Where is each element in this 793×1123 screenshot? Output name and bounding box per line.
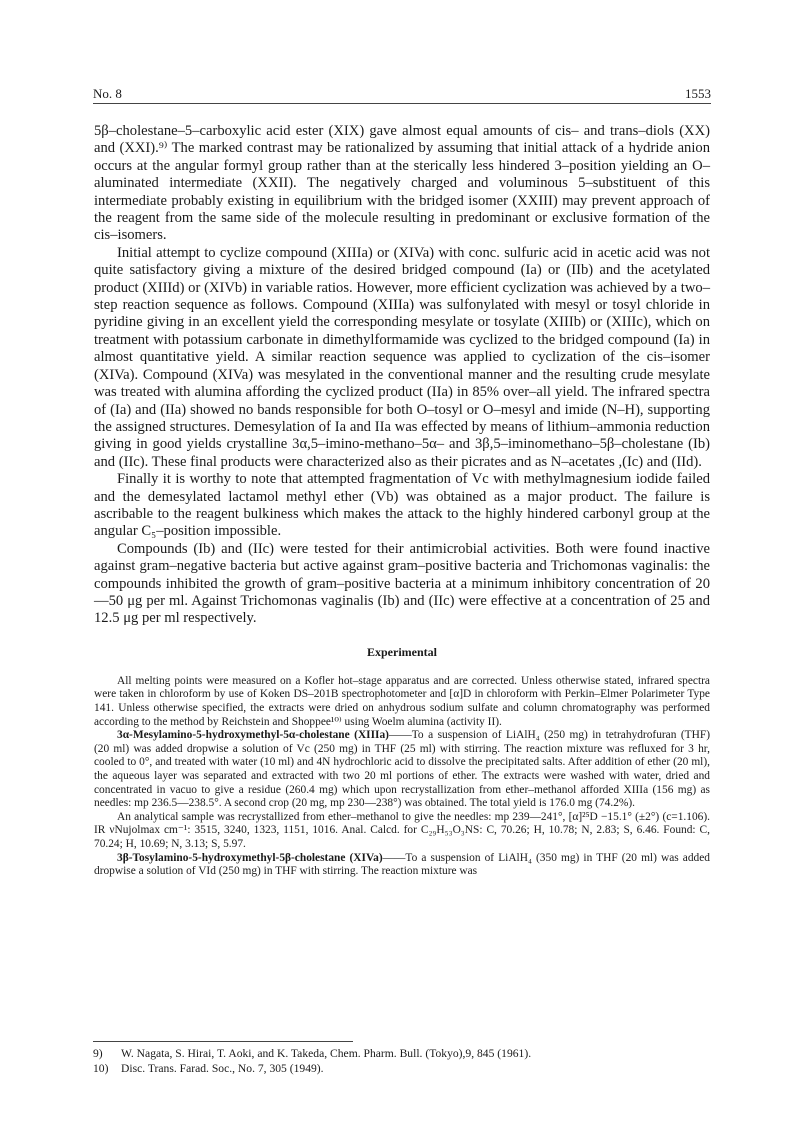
experimental-entry-2: [94, 852, 710, 879]
experimental-entry-1: [94, 729, 710, 811]
entry-2-text: ——To a suspension of LiAlH₄ (350 mg) in THF (20 ml) was added dropwise a solution of VId (250 mg) in THF with stirring. The reaction mixture was: [94, 851, 710, 878]
footnotes: [93, 1046, 711, 1076]
article-body: [94, 123, 710, 879]
experimental-heading: Experimental: [367, 644, 437, 659]
entry-1-text: ——To a suspension of LiAlH₄ (250 mg) in tetrahydrofuran (THF) (20 ml) was added dropwise a solution of Vc (250 mg) in THF (25 ml) with stirring. The reaction mixture was refluxed for 3 hr, cooled to 0°, and treated with water (10 ml) and 4N hydrochloric acid to dissolve the precipitated salts. After addition of ether (20 ml), the aqueous layer was separated and extracted with two 20 ml portions of ether. The extracts were washed with water, dried and concentrated in vacuo to give a residue (260.4 mg) which upon recrystallization from ether–methanol afforded XIIIa (156 mg) as needles: mp 236.5—238.5°. A second crop (20 mg, mp 230—238°) was obtained. The total yield is 176.0 mg (74.2%).: [94, 729, 710, 810]
footnote-9-text: W. Nagata, S. Hirai, T. Aoki, and K. Takeda, Chem. Pharm. Bull. (Tokyo),9, 845 (1961).: [121, 1047, 532, 1060]
entry-2-title: 3β-Tosylamino-5-hydroxymethyl-5β-cholestane (XIVa): [117, 851, 383, 864]
paragraph-4: Compounds (Ib) and (IIc) were tested for their antimicrobial activities. Both were found inactive against gram–negative bacteria but active against gram–positive bacteria and Trichomonas vaginalis: the compounds inhibited the growth of gram–positive bacteria at a minimum inhibitory concentration of 20—50 μg per ml. Against Trichomonas vaginalis (Ib) and (IIc) were effective at a concentration of 25 and 12.5 μg per ml respectively.: [94, 540, 710, 627]
analytical-sample: An analytical sample was recrystallized from ether–methanol to give the needles: mp 239—241°, [α]²⁵D −15.1° (±2°) (c=1.106). IR νNujolmax cm⁻¹: 3515, 3240, 1323, 1151, 1016. Anal. Calcd. for C₂₉H₅₃O₃NS: C, 70.26; H, 10.78; N, 2.83; S, 6.46. Found: C, 70.24; H, 10.69; N, 3.13; S, 5.97.: [94, 810, 710, 850]
paragraph-1: 5β–cholestane–5–carboxylic acid ester (XIX) gave almost equal amounts of cis– and trans–diols (XX) and (XXI).⁹⁾ The marked contrast may be rationalized by assuming that initial attack of a hydride anion occurs at the angular formyl group rather than at the sterically less hindered 3–position yielding an O–aluminated intermediate (XXII). The negatively charged and voluminous 5–substituent of this intermediate probably existing in equilibrium with the bridged isomer (XXIII) may prevent approach of the reagent from the same side of the molecule resulting in predominant or exclusive formation of the cis–isomers.: [94, 123, 710, 244]
experimental-intro: All melting points were measured on a Kofler hot–stage apparatus and are corrected. Unless otherwise stated, infrared spectra were taken in chloroform by use of Koken DS–201B spectrophotometer and [α]D in chloroform with Perkin–Elmer Polarimeter Type 141. Unless otherwise specified, the extracts were dried on anhydrous sodium sulfate and column chromatography was performed according to the method by Reichstein and Shoppee¹⁰⁾ using Woelm alumina (activity II).: [94, 674, 710, 728]
footnote-rule: [93, 1041, 353, 1042]
entry-1-title: 3α-Mesylamino-5-hydroxymethyl-5α-cholestane (XIIIa): [117, 729, 389, 742]
page-number: 1553: [685, 86, 711, 101]
footnote-10-number: 10): [93, 1062, 109, 1075]
issue-number: No. 8: [93, 86, 122, 101]
page-header: [93, 86, 711, 104]
footnote-10-text: Disc. Trans. Farad. Soc., No. 7, 305 (1949).: [121, 1062, 324, 1075]
footnote-9-number: 9): [93, 1047, 103, 1060]
paragraph-3: Finally it is worthy to note that attempted fragmentation of Vc with methylmagnesium iodide failed and the demesylated lactamol methyl ether (Vb) was obtained as a major product. The failure is ascribable to the reagent bulkiness which makes the attack to the highly hindered carbonyl group at the angular C₅–position impossible.: [94, 471, 710, 540]
paragraph-2: Initial attempt to cyclize compound (XIIIa) or (XIVa) with conc. sulfuric acid in acetic acid was not quite satisfactory giving a mixture of the desired bridged compound (Ia) or (IIb) and the acetylated product (XIIId) or (XIVb) in variable ratios. However, more efficient cyclization was achieved by a two–step reaction sequence as follows. Compound (XIIIa) was sulfonylated with mesyl or tosyl chloride in pyridine giving in an excellent yield the corresponding mesylate or tosylate (XIIIb) or (XIIIc), which on treatment with potassium carbonate in dimethylformamide was cyclized to the bridged compound (Ia) in almost quantitative yield. A similar reaction sequence was applied to cyclization of the cis–isomer (XIVa). Compound (XIVa) was mesylated in the conventional manner and the resulting crude mesylate was treated with alumina affording the cyclized product (IIa) in 85% over–all yield. The infrared spectra of (Ia) and (IIa) showed no bands responsible for both O–tosyl or O–mesyl and imide (N–H), supporting the assigned structures. Demesylation of Ia and IIa was effected by means of lithium–ammonia reduction giving in good yields crystalline 3α,5–imino-methano–5α– and 3β,5–iminomethano–5β–cholestane (Ib) and (IIc). These final products were characterized also as their picrates and as N–acetates ,(Ic) and (IId).: [94, 244, 710, 470]
footnote-10: [93, 1061, 711, 1076]
header-rule: [93, 103, 711, 104]
footnote-9: [93, 1046, 711, 1061]
